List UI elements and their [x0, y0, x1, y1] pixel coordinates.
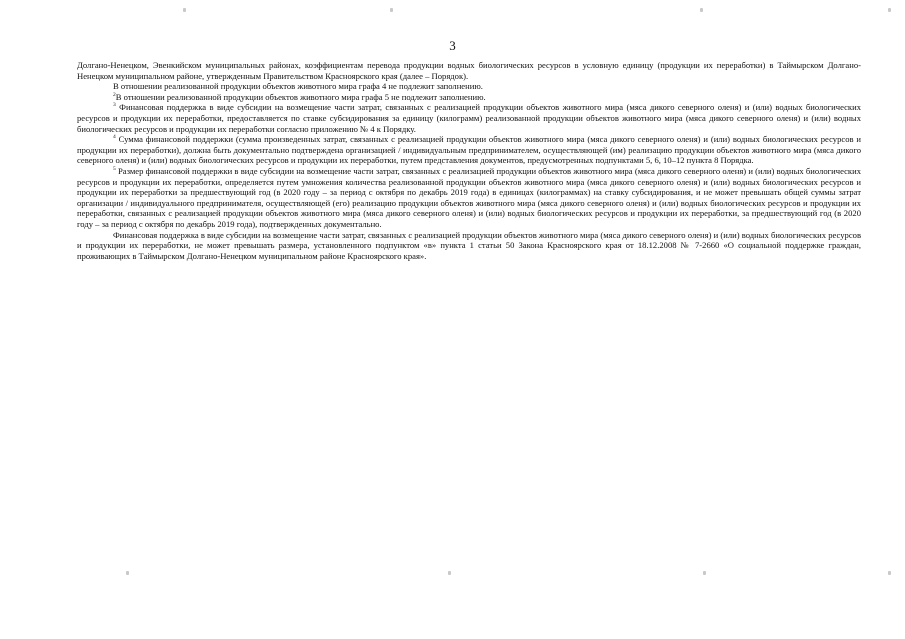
- paragraph-subsidy-limit: Финансовая поддержка в виде субсидии на возмещение части затрат, связанных с реализацией продукции объектов животного мира (мяса дикого северного оленя) и (или) водных биологических ресурсов и продукции их переработки, не может превышать размера, установленного подпунктом «в» пункта 1 статьи 50 Закона Красноярского края от 18.12.2008 № 7-2660 «О социальной поддержке граждан, проживающих в Таймырском Долгано-Ненецком муниципальном районе Красноярского края».: [77, 229, 861, 261]
- paragraph-continuation: Долгано-Ненецком, Эвенкийском муниципальных районах, коэффициентам перевода продукции водных биологических ресурсов в условную единицу (продукции их переработки) в Таймырском Долгано-Ненецком муниципальном районе, утвержденным Правительством Красноярского края (далее – Порядок).: [77, 60, 861, 81]
- footnote-5: [77, 166, 861, 230]
- scan-mark: [126, 571, 129, 575]
- page-number: 3: [449, 38, 456, 53]
- document-body: [77, 60, 861, 261]
- footnote-marker: 5: [113, 165, 116, 172]
- footnote-text: Размер финансовой поддержки в виде субсидии на возмещение части затрат, связанных с реализацией продукции объектов животного мира (мяса дикого северного оленя) и (или) водных биологических ресурсов и продукции их переработки, определяется путем умножения количества реализованной продукции объектов животного мира (мяса дикого северного оленя) и (или) водных биологических ресурсов и продукции их переработки за предшествующий год (в 2020 году – за период с октября по декабрь 2019 года) в единицах (килограммах) на ставку субсидирования, и не может превышать общей суммы затрат организации / индивидуального предпринимателя, осуществляющей (его) реализацию продукции объектов животного мира (мяса дикого северного оленя) и (или) водных биологических ресурсов и продукции их переработки, связанных с реализацией продукции объектов животного мира (мяса дикого северного оленя) и (или) водных биологических ресурсов и продукции их переработки, за предшествующий год (в 2020 году – за период с октября по декабрь 2019 года), подтвержденных документально.: [77, 165, 861, 229]
- footnote-marker: 2: [113, 91, 116, 98]
- footnote-text: В отношении реализованной продукции объектов животного мира графа 5 не подлежит заполнению.: [115, 91, 486, 102]
- footnote-marker: 3: [113, 102, 116, 109]
- footnote-4: [77, 134, 861, 166]
- scan-mark: [183, 8, 186, 12]
- footnote-3: [77, 102, 861, 134]
- footnote-text: Сумма финансовой поддержки (сумма произведенных затрат, связанных с реализацией продукции объектов животного мира (мяса дикого северного оленя) и (или) водных биологических ресурсов и продукции их переработки), должна быть документально подтверждена организацией / индивидуальным предпринимателем, осуществляющей (им) реализацию продукции объектов животного мира (мяса дикого северного оленя) и (или) водных биологических ресурсов и продукции их переработки, путем представления документов, предусмотренных подпунктами 5, 6, 10–12 пункта 8 Порядка.: [77, 134, 861, 166]
- scan-mark: [888, 571, 891, 575]
- footnote-2: [77, 92, 861, 103]
- scan-mark: [888, 8, 891, 12]
- scan-mark: [448, 571, 451, 575]
- footnote-text: Финансовая поддержка в виде субсидии на возмещение части затрат, связанных с реализацией продукции объектов животного мира (мяса дикого северного оленя) и (или) водных биологических ресурсов и продукции их переработки, предоставляется по ставке субсидирования за единицу (килограмм) реализованной продукции объектов животного мира (мяса дикого северного оленя) и (или) водных биологических ресурсов и продукции их переработки согласно приложению № 4 к Порядку.: [77, 102, 861, 134]
- footnote-marker: 4: [113, 134, 116, 141]
- scan-mark: [390, 8, 393, 12]
- paragraph-graph4-note: В отношении реализованной продукции объектов животного мира графа 4 не подлежит заполнению.: [113, 81, 483, 92]
- scan-mark: [703, 571, 706, 575]
- scan-mark: [700, 8, 703, 12]
